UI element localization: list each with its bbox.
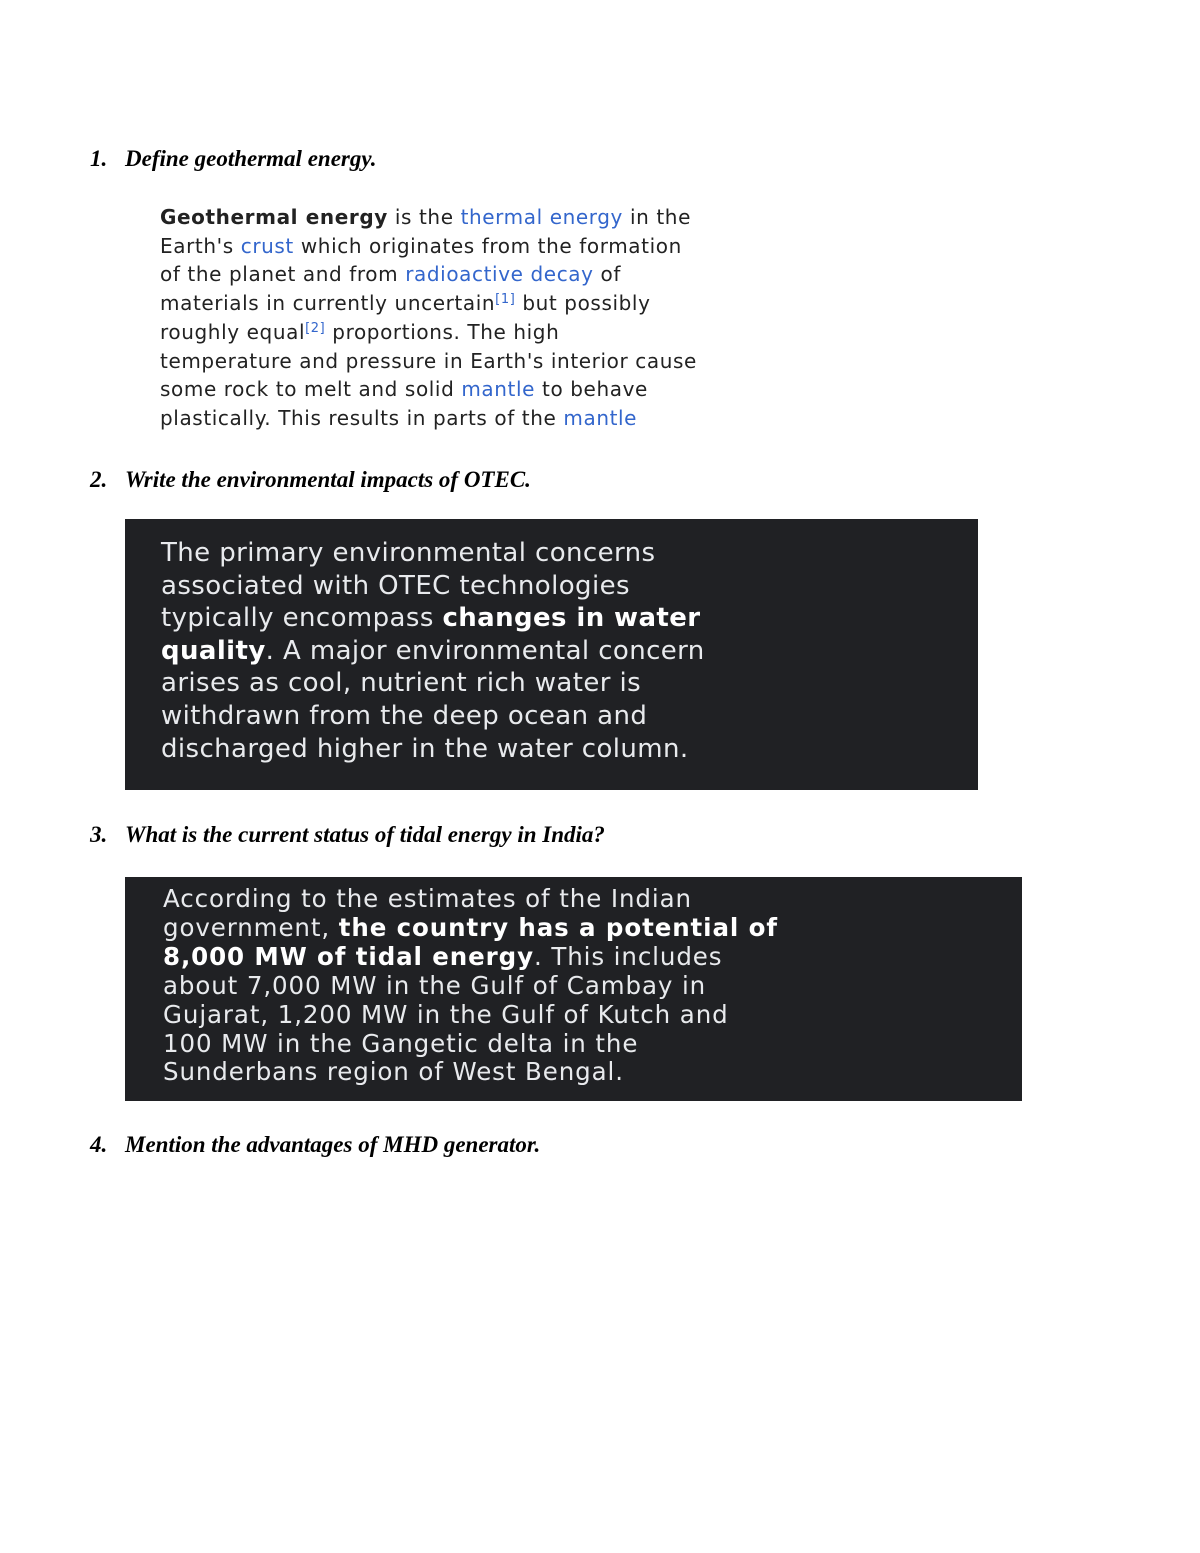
highlight: the country has a potential of xyxy=(338,912,778,942)
link-crust[interactable]: crust xyxy=(240,233,294,258)
link-mantle[interactable]: mantle xyxy=(563,405,638,430)
citation-2[interactable]: [2] xyxy=(305,320,326,336)
question-text: Mention the advantages of MHD generator. xyxy=(125,1132,541,1157)
text: some rock to melt and solid xyxy=(160,377,462,402)
question-number: 2. xyxy=(90,467,108,492)
question-2 xyxy=(90,467,531,493)
question-1 xyxy=(90,146,376,172)
bold-term: Geothermal energy xyxy=(160,205,388,229)
excerpt-line xyxy=(160,289,950,318)
question-text: Define geothermal energy. xyxy=(125,146,377,171)
citation-1[interactable]: [1] xyxy=(495,292,516,308)
text: which originates from the formation xyxy=(293,233,682,258)
question-text: What is the current status of tidal energy in India? xyxy=(125,822,605,847)
question-3 xyxy=(90,822,605,848)
text: to behave xyxy=(535,377,648,402)
excerpt-line: withdrawn from the deep ocean and xyxy=(161,700,648,731)
text: . This includes xyxy=(533,941,723,971)
excerpt-line: According to the estimates of the Indian xyxy=(163,884,692,913)
text: temperature and pressure in Earth's interior cause xyxy=(160,348,697,373)
text: typically encompass xyxy=(161,603,443,634)
link-thermal-energy[interactable]: thermal energy xyxy=(460,205,623,229)
excerpt-line xyxy=(160,404,950,433)
excerpt-line: about 7,000 MW in the Gulf of Cambay in xyxy=(163,970,707,1000)
text: materials in currently uncertain xyxy=(160,291,496,316)
question-4 xyxy=(90,1132,540,1158)
text: of xyxy=(593,262,622,287)
highlight: quality xyxy=(161,635,266,666)
excerpt-line: 100 MW in the Gangetic delta in the xyxy=(163,1028,639,1058)
text: in the xyxy=(623,205,691,229)
question-number: 3. xyxy=(90,822,108,847)
excerpt-line xyxy=(160,375,950,404)
highlight: 8,000 MW of tidal energy xyxy=(163,941,534,971)
text: plastically. This results in parts of the xyxy=(160,405,564,430)
excerpt-line xyxy=(163,914,1022,943)
text: government, xyxy=(163,912,339,942)
text: . A major environmental concern xyxy=(265,635,705,666)
text: but possibly xyxy=(515,291,651,316)
excerpt-line xyxy=(160,260,950,289)
excerpt-line: The primary environmental concerns xyxy=(161,538,656,568)
excerpt-line xyxy=(163,943,1022,972)
link-radioactive-decay[interactable]: radioactive decay xyxy=(405,262,594,287)
question-text: Write the environmental impacts of OTEC. xyxy=(125,467,531,492)
link-mantle[interactable]: mantle xyxy=(461,377,536,402)
question-number: 1. xyxy=(90,146,108,171)
question-number: 4. xyxy=(90,1132,108,1157)
text: is the xyxy=(387,205,461,229)
tidal-status-excerpt xyxy=(125,877,1022,1101)
excerpt-line: discharged higher in the water column. xyxy=(161,733,689,764)
text: Earth's xyxy=(160,233,241,258)
excerpt-line: associated with OTEC technologies xyxy=(161,570,630,601)
excerpt-line xyxy=(161,635,978,668)
geothermal-definition-excerpt xyxy=(160,203,950,433)
excerpt-line xyxy=(160,232,950,261)
text: roughly equal xyxy=(160,319,306,344)
excerpt-line xyxy=(160,347,950,376)
otec-impacts-excerpt xyxy=(125,519,978,790)
text: proportions. The high xyxy=(325,319,560,344)
excerpt-line xyxy=(160,318,950,347)
excerpt-line: Gujarat, 1,200 MW in the Gulf of Kutch and xyxy=(163,999,729,1029)
excerpt-line xyxy=(160,203,950,232)
excerpt-line: Sunderbans region of West Bengal. xyxy=(163,1057,624,1087)
text: of the planet and from xyxy=(160,262,406,287)
excerpt-line xyxy=(161,602,978,635)
highlight: changes in water xyxy=(442,603,701,634)
excerpt-line: arises as cool, nutrient rich water is xyxy=(161,668,642,699)
